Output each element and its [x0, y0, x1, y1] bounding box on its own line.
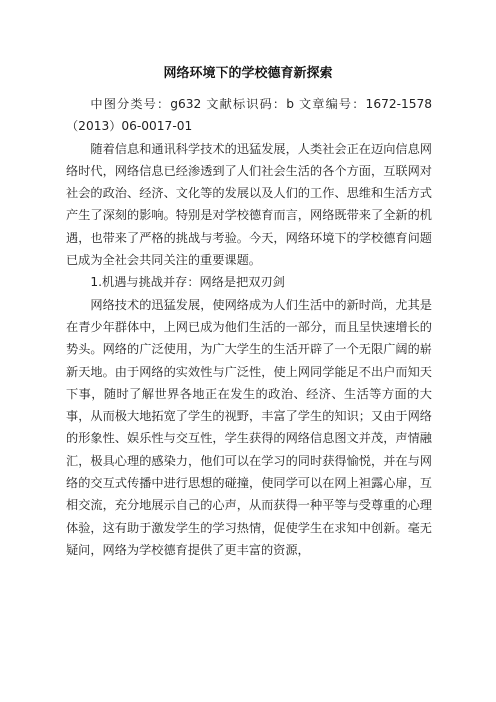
section-heading: 1.机遇与挑战并存：网络是把双刃剑: [90, 275, 285, 290]
document-body: [66, 93, 432, 561]
body-paragraph: 网络技术的迅猛发展，使网络成为人们生活中的新时尚，尤其是在青少年群体中，上网已成为他们生活的一部分，而且呈快速增长的势头。网络的广泛使用，为广大学生的生活开辟了一个无限广阔的崭新天地。由于网络的实效性与广泛性，使上网同学能足不出户而知天下事，随时了解世界各地正在发生的政治、经济、生活等方面的大事，从而极大地拓宽了学生的视野，丰富了学生的知识；又由于网络的形象性、娱乐性与交互性，学生获得的网络信息图文并茂，声情融汇，极具心理的感染力，他们可以在学习的同时获得愉悦，并在与网络的交互式传播中进行思想的碰撞，使同学可以在网上袒露心扉，互相交流，充分地展示自己的心声，从而获得一种平等与受尊重的心理体验，这有助于激发学生的学习热情，促使学生在求知中创新。毫无疑问，网络为学校德育提供了更丰富的资源，: [66, 297, 432, 557]
intro-paragraph: 随着信息和通讯科学技术的迅猛发展，人类社会正在迈向信息网络时代，网络信息已经渗透到了人们社会生活的各个方面，互联网对社会的政治、经济、文化等的发展以及人们的工作、思维和生活方式产生了深刻的影响。特别是对学校德育而言，网络既带来了全新的机遇，也带来了严格的挑战与考验。今天，网络环境下的学校德育问题已成为全社会共同关注的重要课题。: [66, 141, 432, 268]
classification-line: 中图分类号：g632 文献标识码：b 文章编号：1672-1578（2013）06-0017-01: [66, 97, 432, 134]
document-title: 网络环境下的学校德育新探索: [163, 66, 333, 81]
